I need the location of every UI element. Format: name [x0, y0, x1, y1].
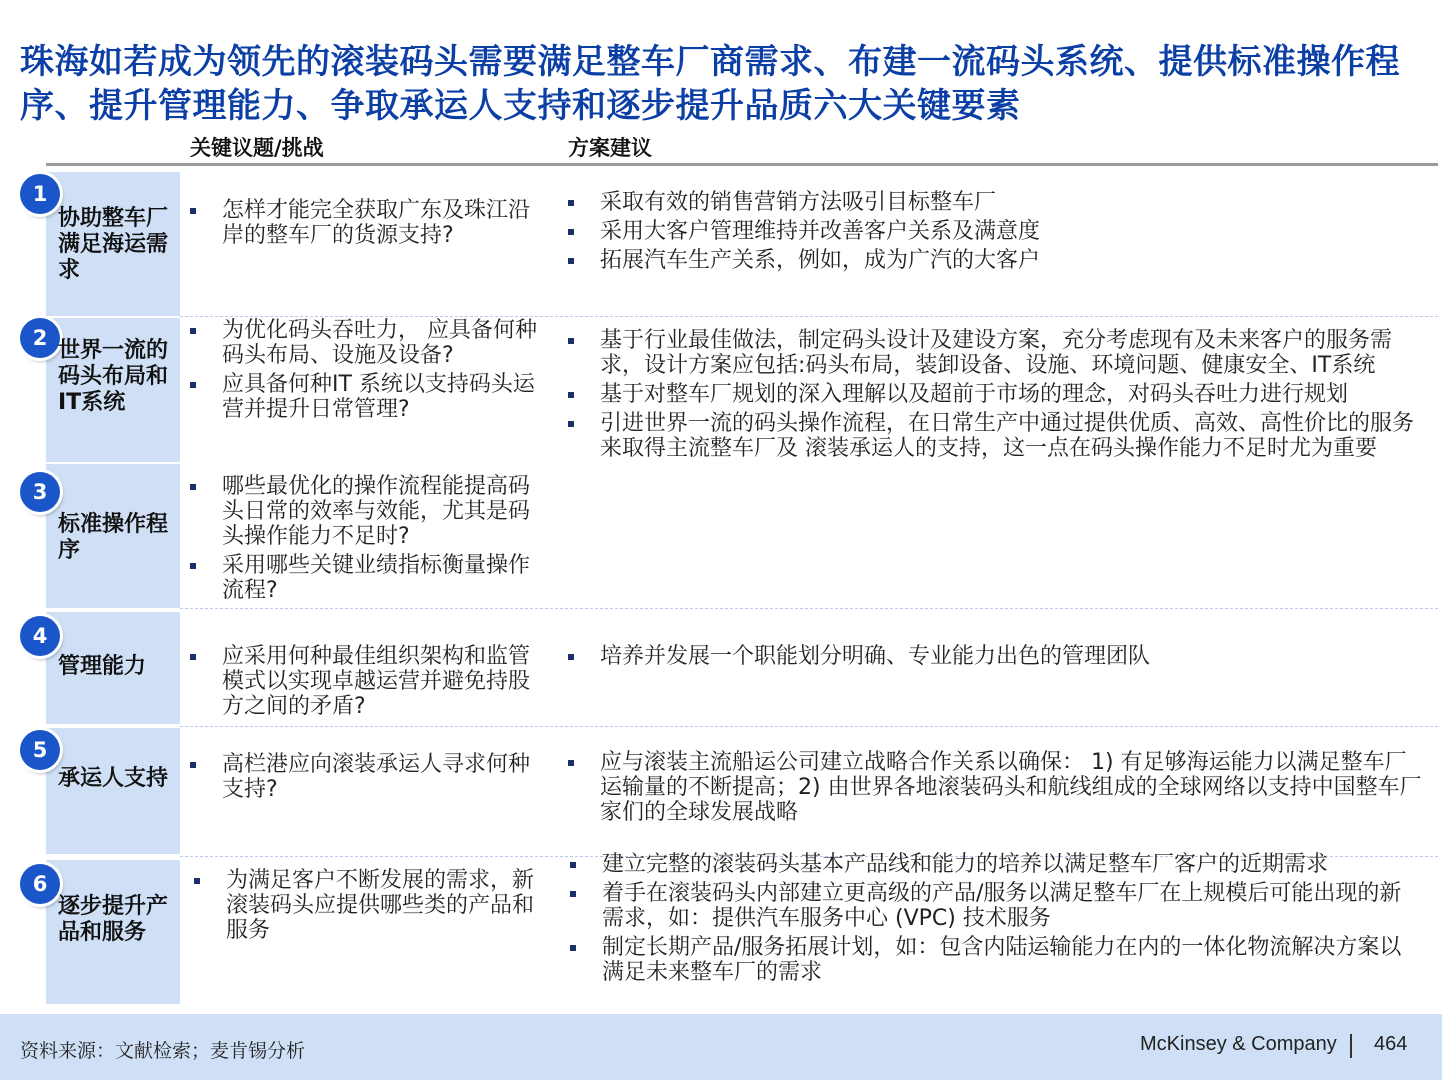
factor-row-2 [0, 318, 1442, 462]
brand-name: McKinsey & Company [1140, 1033, 1337, 1055]
challenge-item: 怎样才能完全获取广东及珠江沿岸的整车厂的货源支持? [190, 198, 540, 248]
row-number-badge: 1 [20, 174, 60, 214]
factor-row-6 [0, 852, 1442, 1004]
factor-row-1 [0, 172, 1442, 316]
page-number: 464 [1374, 1033, 1408, 1055]
solution-list [568, 644, 1428, 673]
solution-item: 基于对整车厂规划的深入理解以及超前于市场的理念，对码头吞吐力进行规划 [568, 382, 1426, 407]
row-number-badge: 4 [20, 616, 60, 656]
challenge-list [190, 474, 542, 607]
column-header-solutions: 方案建议 [568, 136, 652, 160]
solution-list [568, 328, 1426, 465]
row-number-badge: 5 [20, 730, 60, 770]
solution-item: 采用大客户管理维持并改善客户关系及满意度 [568, 219, 1428, 244]
solution-item: 着手在滚装码头内部建立更高级的产品/服务以满足整车厂在上规模后可能出现的新需求，如：提供汽车服务中心 (VPC) 技术服务 [570, 881, 1410, 931]
solution-item: 拓展汽车生产关系，例如，成为广汽的大客户 [568, 248, 1428, 273]
row-number-badge: 3 [20, 472, 60, 512]
challenge-item: 应采用何种最佳组织架构和监管模式以实现卓越运营并避免持股方之间的矛盾? [190, 644, 542, 719]
row-label: 管理能力 [58, 654, 147, 679]
solution-item: 引进世界一流的码头操作流程，在日常生产中通过提供优质、高效、高性价比的服务来取得主流整车厂及 滚装承运人的支持，这一点在码头操作能力不足时尤为重要 [568, 411, 1426, 461]
row-label: 标准操作程序 [58, 512, 169, 563]
solution-list [568, 190, 1428, 277]
challenge-item: 应具备何种IT 系统以支持码头运营并提升日常管理? [190, 372, 540, 422]
challenge-item: 为优化码头吞吐力， 应具备何种码头布局、设施及设备? [190, 318, 540, 368]
row-separator [180, 608, 1438, 610]
challenge-list [190, 198, 540, 252]
solution-list [568, 750, 1426, 829]
factor-row-5 [0, 728, 1442, 854]
challenge-list [190, 752, 542, 806]
solution-list [570, 852, 1410, 989]
solution-item: 建立完整的滚装码头基本产品线和能力的培养以满足整车厂客户的近期需求 [570, 852, 1410, 877]
challenge-item: 哪些最优化的操作流程能提高码头日常的效率与效能，尤其是码头操作能力不足时? [190, 474, 542, 549]
solution-item: 基于行业最佳做法，制定码头设计及建设方案，充分考虑现有及未来客户的服务需求，设计方案应包括:码头布局，装卸设备、设施、环境问题、健康安全、IT系统 [568, 328, 1426, 378]
source-note: 资料来源：文献检索；麦肯锡分析 [20, 1040, 306, 1062]
challenge-list [190, 644, 542, 723]
footer-bar [0, 1014, 1442, 1080]
factor-row-4 [0, 612, 1442, 724]
row-number-badge: 2 [20, 318, 60, 358]
footer-divider [1350, 1034, 1352, 1058]
header-divider [46, 163, 1438, 166]
solution-item: 培养并发展一个职能划分明确、专业能力出色的管理团队 [568, 644, 1428, 669]
row-label: 承运人支持 [58, 766, 169, 791]
page-title: 珠海如若成为领先的滚装码头需要满足整车厂商需求、布建一流码头系统、提供标准操作程序、提升管理能力、争取承运人支持和逐步提升品质六大关键要素 [20, 42, 1400, 126]
factor-row-3 [0, 464, 1442, 608]
solution-item: 应与滚装主流船运公司建立战略合作关系以确保： 1) 有足够海运能力以满足整车厂运输量的不断提高；2) 由世界各地滚装码头和航线组成的全球网络以支持中国整车厂家们的全球发展战略 [568, 750, 1426, 825]
challenge-list [194, 868, 546, 947]
row-number-badge: 6 [20, 864, 60, 904]
row-label: 世界一流的 码头布局和IT系统 [58, 338, 169, 415]
challenge-item: 高栏港应向滚装承运人寻求何种支持? [190, 752, 542, 802]
challenge-list [190, 318, 540, 426]
challenge-item: 为满足客户不断发展的需求，新滚装码头应提供哪些类的产品和服务 [194, 868, 546, 943]
solution-item: 采取有效的销售营销方法吸引目标整车厂 [568, 190, 1428, 215]
challenge-item: 采用哪些关键业绩指标衡量操作流程? [190, 553, 542, 603]
solution-item: 制定长期产品/服务拓展计划，如：包含内陆运输能力在内的一体化物流解决方案以满足未来整车厂的需求 [570, 935, 1410, 985]
row-label: 协助整车厂满足海运需求 [58, 206, 169, 283]
row-label: 逐步提升产品和服务 [58, 894, 169, 945]
column-header-challenges: 关键议题/挑战 [190, 136, 324, 160]
